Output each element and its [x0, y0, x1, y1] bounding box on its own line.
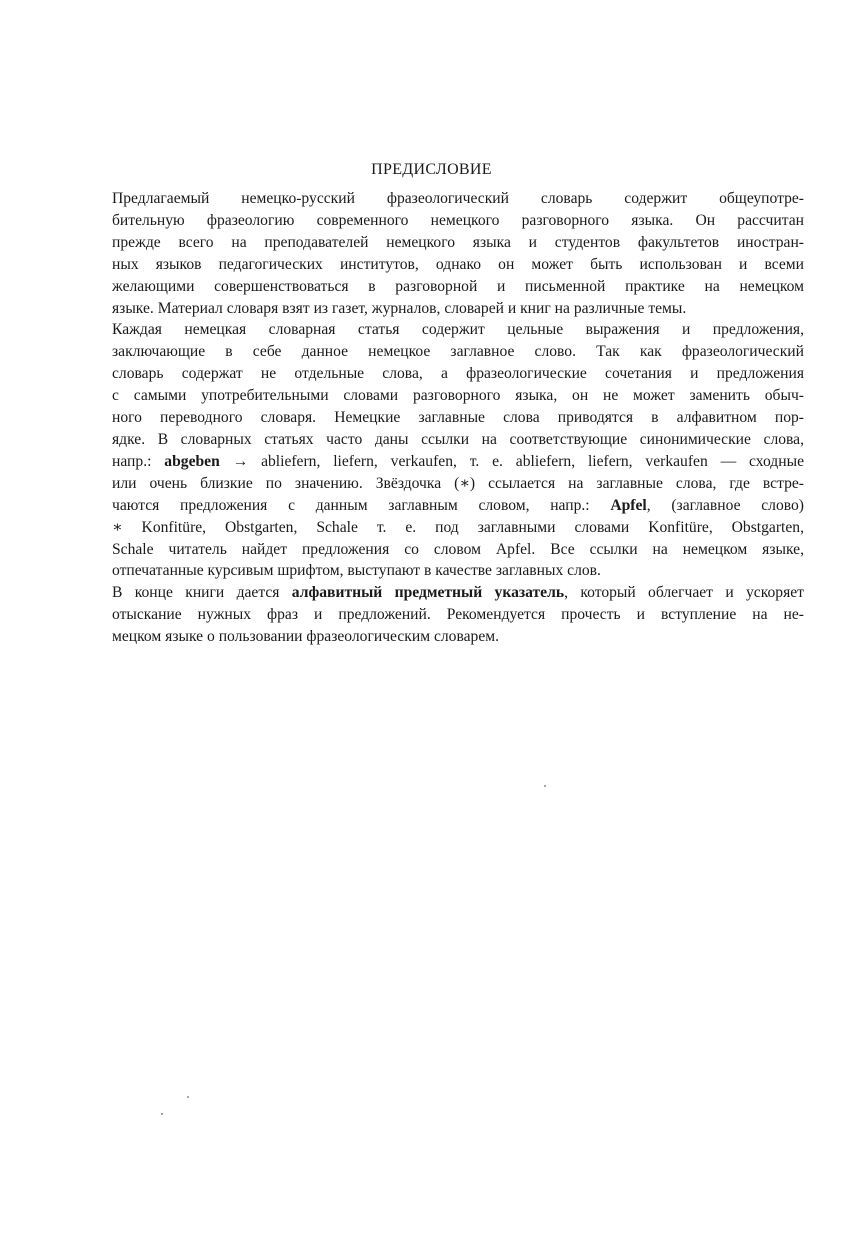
text-line	[112, 319, 804, 341]
text-line	[112, 626, 804, 648]
text-segment: , который облегчает и ускоряет	[564, 584, 804, 602]
text-segment: отпечатанные курсивым шрифтом, выступают в качестве заглавных слов.	[112, 562, 601, 580]
text-line	[112, 604, 804, 626]
text-segment: бительную фразеологию современного немецкого разговорного языка. Он рассчитан	[112, 211, 804, 229]
text-line	[112, 210, 804, 232]
text-segment: Предлагаемый немецко-русский фразеологический словарь содержит общеупотре-	[112, 190, 804, 207]
text-segment: ного переводного словаря. Немецкие заглавные слова приводятся в алфавитном пор-	[112, 409, 804, 427]
text-line	[112, 451, 804, 473]
text-segment: мецком языке о пользовании фразеологическим словарем.	[112, 628, 500, 646]
text-segment: Каждая немецкая словарная статья содержит цельные выражения и предложения,	[112, 321, 804, 339]
scan-speck	[161, 1113, 163, 1115]
text-segment: с самыми употребительными словами разговорного языка, он не может заменить обыч-	[112, 387, 804, 405]
text-line	[112, 385, 804, 407]
text-segment: словарь содержат не отдельные слова, а фразеологические сочетания и предложения	[112, 365, 804, 383]
text-line	[112, 582, 804, 604]
text-line	[112, 254, 804, 276]
text-segment: заключающие в себе данное немецкое заглавное слово. Так как фразеологический	[112, 343, 804, 361]
text-line	[112, 298, 804, 320]
scan-speck	[187, 1096, 189, 1098]
text-segment: ных языков педагогических институтов, однако он может быть использован и всеми	[112, 255, 804, 273]
text-segment: чаются предложения с данным заглавным словом, напр.:	[112, 496, 611, 514]
text-line	[112, 539, 804, 561]
paragraph	[112, 188, 804, 319]
text-line	[112, 473, 804, 495]
text-segment: В конце книги дается	[112, 584, 292, 602]
text-segment: прежде всего на преподавателей немецкого языка и студентов факультетов иностран-	[112, 233, 804, 251]
text-line	[112, 517, 804, 539]
text-segment: напр.:	[112, 452, 165, 470]
text-line	[112, 188, 804, 210]
text-segment: ∗ Konfitüre, Obstgarten, Schale т. е. под заглавными словами Konfitüre, Obstgarten,	[112, 518, 804, 536]
bold-term: Apfel	[610, 496, 647, 514]
text-segment: отыскание нужных фраз и предложений. Рекомендуется прочесть и вступление на не-	[112, 606, 804, 624]
text-segment: ядке. В словарных статьях часто даны ссылки на соответствующие синонимические слова,	[112, 430, 804, 448]
document-body	[112, 188, 804, 648]
paragraph	[112, 319, 804, 582]
scan-speck	[544, 785, 546, 787]
text-line	[112, 363, 804, 385]
text-segment: желающими совершенствоваться в разговорной и письменной практике на немецком	[112, 277, 804, 295]
text-segment: → abliefern, liefern, verkaufen, т. е. abliefern, liefern, verkaufen — сходные	[219, 452, 804, 470]
text-line	[112, 232, 804, 254]
text-line	[112, 495, 804, 517]
text-segment: языке. Материал словаря взят из газет, журналов, словарей и книг на различные темы.	[112, 299, 687, 317]
text-line	[112, 276, 804, 298]
text-segment: , (заглавное слово)	[646, 496, 804, 514]
text-line	[112, 407, 804, 429]
text-segment: или очень близкие по значению. Звёздочка (∗) ссылается на заглавные слова, где встре-	[112, 474, 804, 492]
bold-term: abgeben	[164, 452, 220, 470]
page-title: ПРЕДИСЛОВИЕ	[371, 161, 492, 178]
text-line	[112, 560, 804, 582]
text-line	[112, 341, 804, 363]
paragraph	[112, 582, 804, 648]
bold-term: алфавитный предметный указатель	[291, 584, 565, 602]
text-line	[112, 429, 804, 451]
text-segment: Schale читатель найдет предложения со словом Apfel. Все ссылки на немецком языке,	[112, 540, 804, 558]
